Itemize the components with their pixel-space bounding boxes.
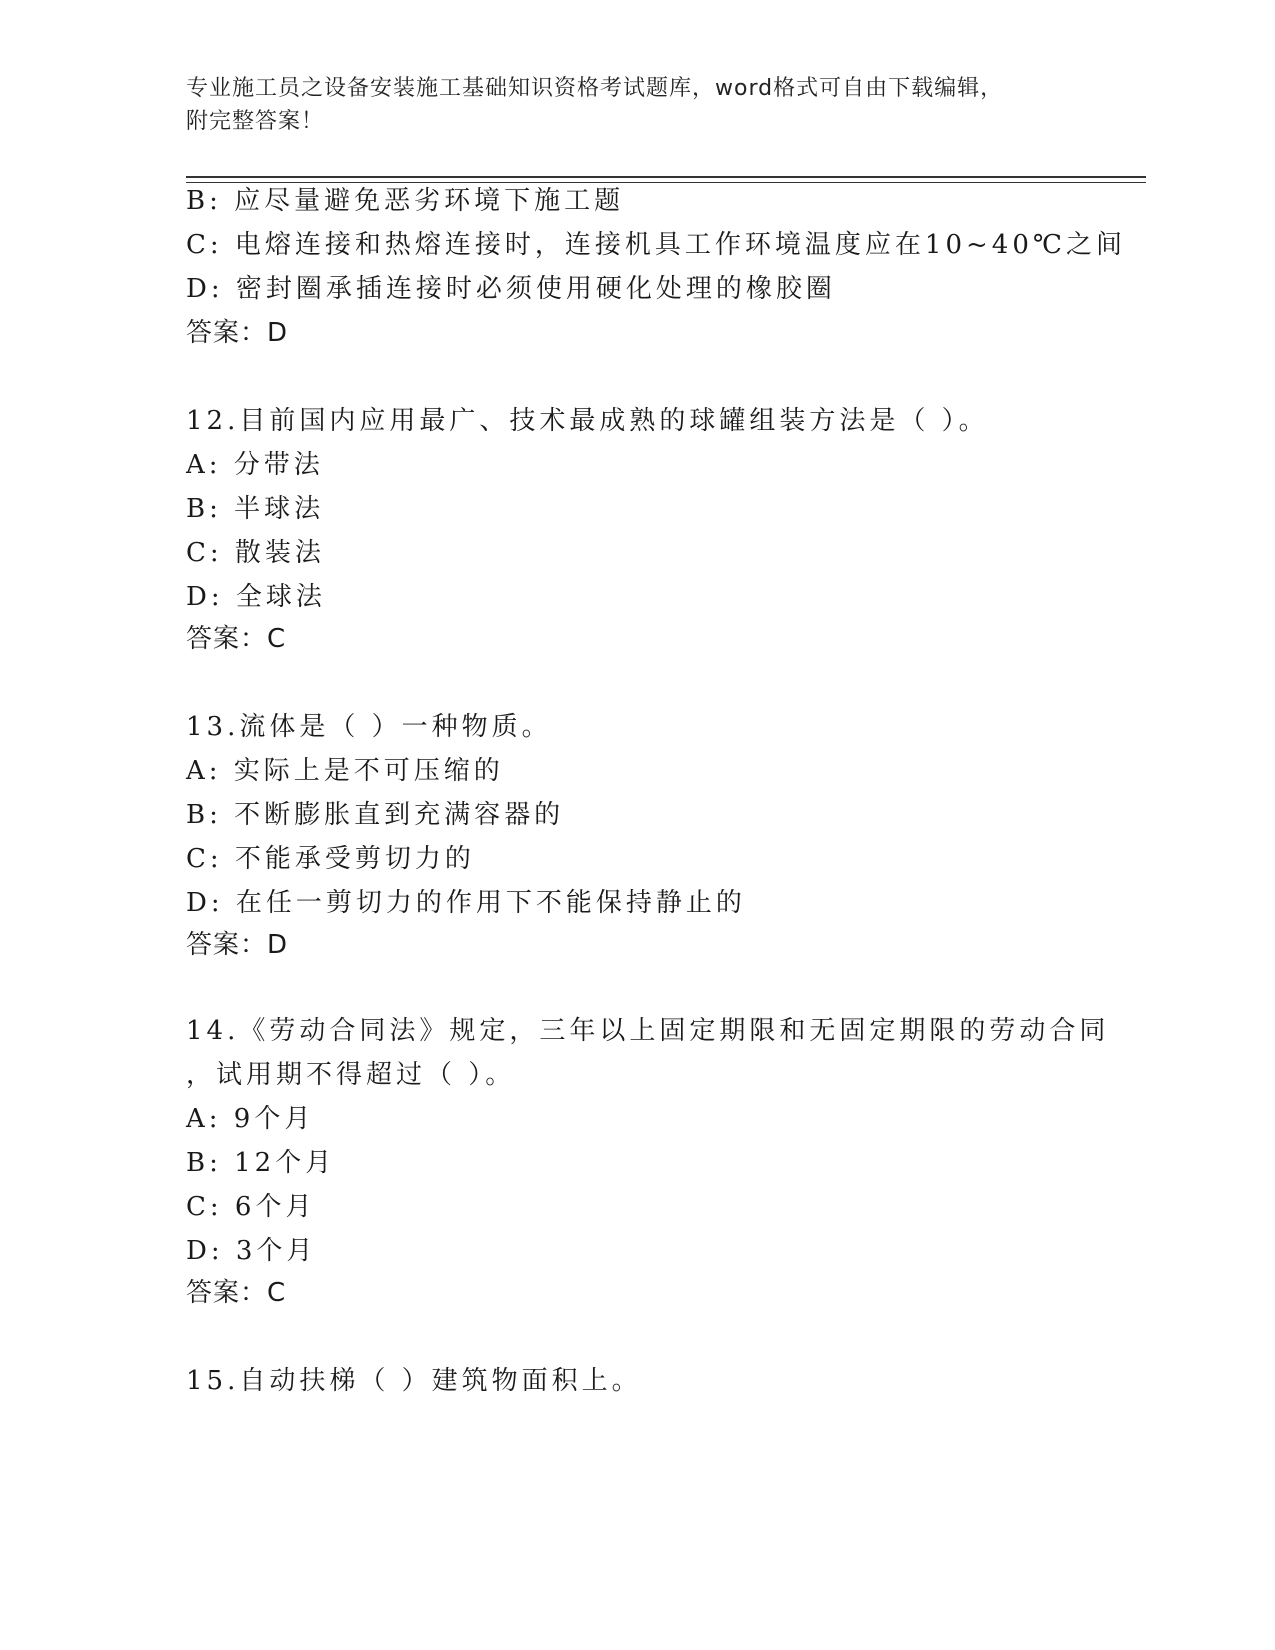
q11-option-d: D: 密封圈承插连接时必须使用硬化处理的橡胶圈 [186, 274, 836, 304]
q13-option-d: D: 在任一剪切力的作用下不能保持静止的 [186, 888, 746, 918]
header-divider-thick [186, 176, 1146, 178]
q12-option-b: B: 半球法 [186, 494, 325, 524]
q11-option-c: C: 电熔连接和热熔连接时，连接机具工作环境温度应在10~40℃之间 [186, 230, 1126, 260]
q12-question: 12.目前国内应用最广、技术最成熟的球罐组装方法是（ ）。 [186, 406, 989, 436]
q14-question-line-1: 14.《劳动合同法》规定，三年以上固定期限和无固定期限的劳动合同 [186, 1016, 1110, 1046]
q12-option-c: C: 散装法 [186, 538, 325, 568]
q14-question-line-2: ，试用期不得超过（ ）。 [186, 1060, 516, 1090]
q11-answer: 答案：D [186, 318, 289, 348]
q14-option-b: B: 12个月 [186, 1148, 336, 1178]
q13-option-a: A: 实际上是不可压缩的 [186, 756, 504, 786]
q12-option-a: A: 分带法 [186, 450, 324, 480]
q13-option-b: B: 不断膨胀直到充满容器的 [186, 800, 565, 830]
document-header [186, 72, 1066, 138]
header-line-2: 附完整答案！ [186, 109, 325, 134]
header-line-1: 专业施工员之设备安装施工基础知识资格考试题库，word格式可自由下载编辑， [186, 76, 1004, 101]
q12-answer: 答案：C [186, 624, 287, 654]
q14-option-a: A: 9个月 [186, 1104, 315, 1134]
header-divider-thin [186, 182, 1146, 183]
q11-option-b: B: 应尽量避免恶劣环境下施工题 [186, 186, 625, 216]
q14-option-d: D: 3个月 [186, 1236, 317, 1266]
q13-option-c: C: 不能承受剪切力的 [186, 844, 475, 874]
q14-option-c: C: 6个月 [186, 1192, 316, 1222]
q13-question: 13.流体是（ ）一种物质。 [186, 712, 552, 742]
q12-option-d: D: 全球法 [186, 582, 326, 612]
q13-answer: 答案：D [186, 930, 289, 960]
q15-question: 15.自动扶梯（ ）建筑物面积上。 [186, 1366, 642, 1396]
q14-answer: 答案：C [186, 1278, 287, 1308]
